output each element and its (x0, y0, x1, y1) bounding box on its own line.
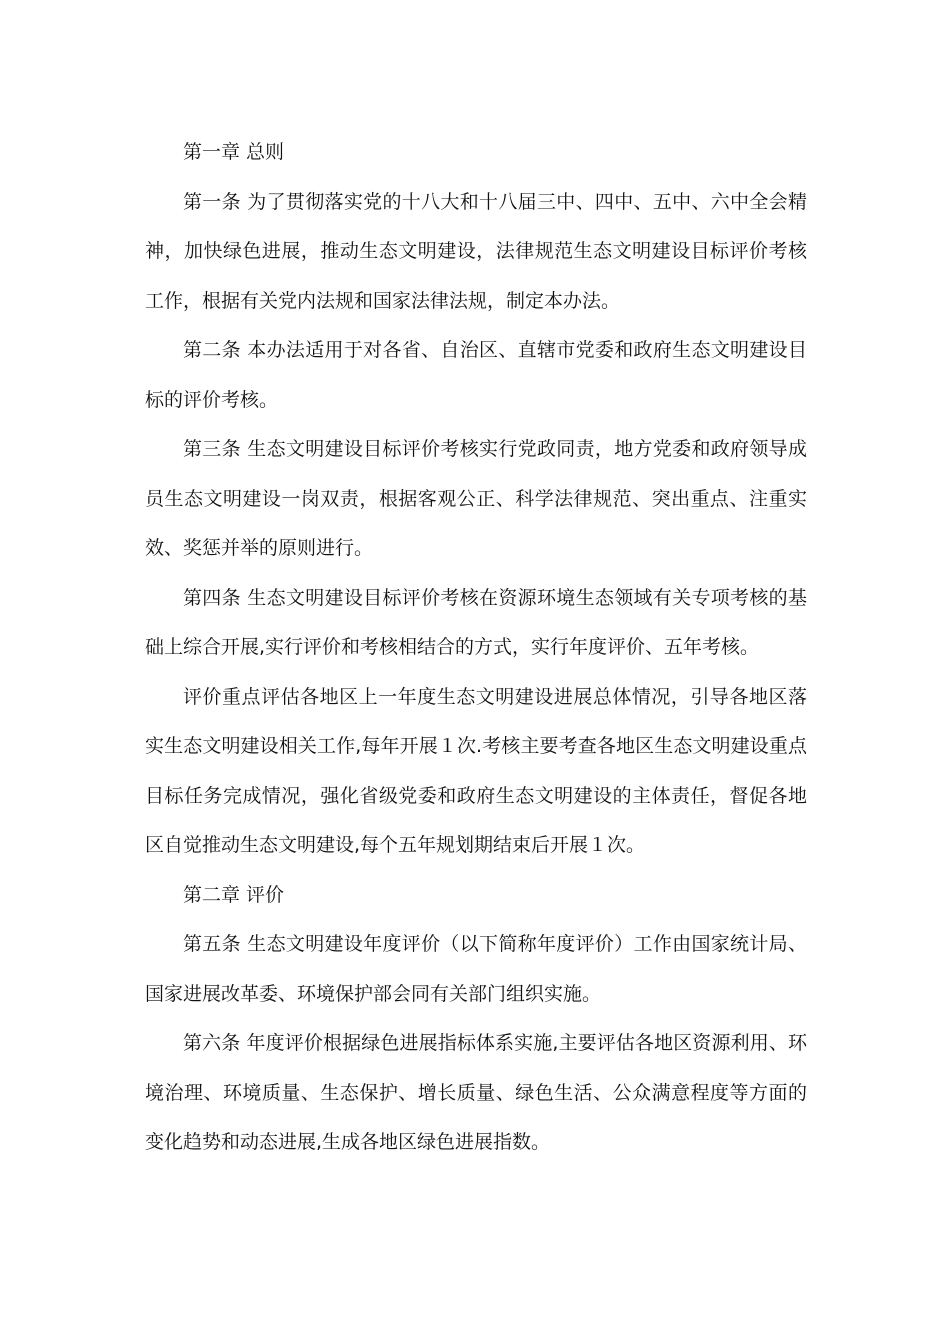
article-4-paragraph: 第四条 生态文明建设目标评价考核在资源环境生态领域有关专项考核的基础上综合开展,实行评价和考核相结合的方式，实行年度评价、五年考核。 (145, 586, 807, 658)
article-1-paragraph: 第一条 为了贯彻落实党的十八大和十八届三中、四中、五中、六中全会精神，加快绿色进展，推动生态文明建设，法律规范生态文明建设目标评价考核工作，根据有关党内法规和国家法律法规，制定本办法。 (145, 190, 807, 312)
evaluation-focus-paragraph: 评价重点评估各地区上一年度生态文明建设进展总体情况，引导各地区落实生态文明建设相关工作,每年开展１次.考核主要考查各地区生态文明建设重点目标任务完成情况，强化省级党委和政府生态文明建设的主体责任，督促各地区自觉推动生态文明建设,每个五年规划期结束后开展１次。 (145, 685, 807, 856)
article-6-paragraph: 第六条 年度评价根据绿色进展指标体系实施,主要评估各地区资源利用、环境治理、环境质量、生态保护、增长质量、绿色生活、公众满意程度等方面的变化趋势和动态进展,生成各地区绿色进展指数。 (145, 1032, 807, 1153)
article-3-paragraph: 第三条 生态文明建设目标评价考核实行党政同责，地方党委和政府领导成员生态文明建设一岗双责，根据客观公正、科学法律规范、突出重点、注重实效、奖惩并举的原则进行。 (145, 438, 807, 559)
article-5-paragraph: 第五条 生态文明建设年度评价（以下简称年度评价）工作由国家统计局、国家进展改革委、环境保护部会同有关部门组织实施。 (145, 933, 807, 1005)
chapter-1-heading: 第一章 总则 (183, 141, 285, 163)
article-2-paragraph: 第二条 本办法适用于对各省、自治区、直辖市党委和政府生态文明建设目标的评价考核。 (145, 339, 807, 411)
document-body (145, 128, 807, 1168)
chapter-2-heading: 第二章 评价 (183, 883, 285, 906)
